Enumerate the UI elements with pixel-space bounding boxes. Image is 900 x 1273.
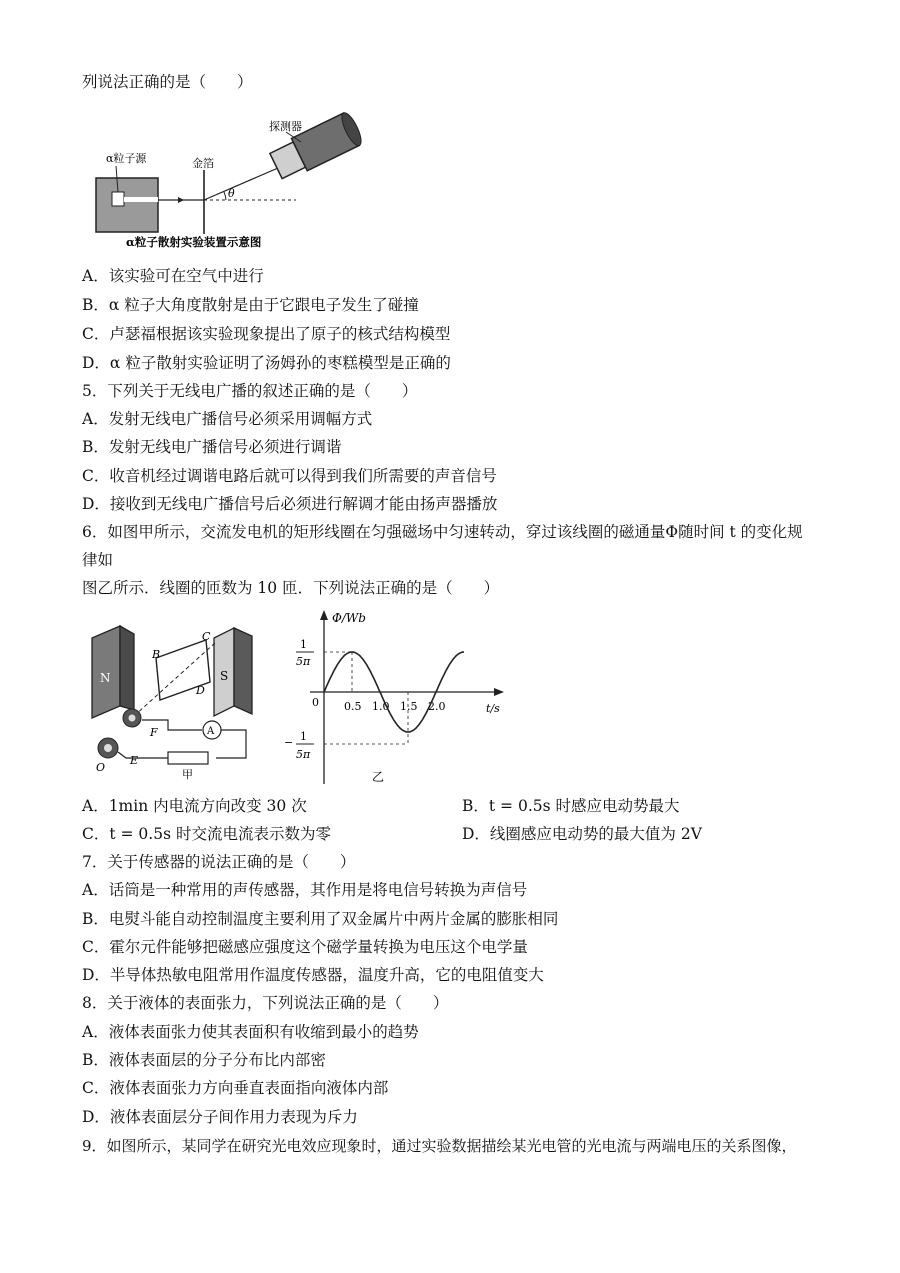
y-pos-num: 1 — [300, 638, 307, 651]
q5-option-d: D．接收到无线电广播信号后必须进行解调才能由扬声器播放 — [82, 495, 498, 513]
q7-option-a: A．话筒是一种常用的声传感器，其作用是将电信号转换为声信号 — [82, 881, 528, 899]
q5-option-b: B．发射无线电广播信号必须进行调谐 — [82, 438, 342, 456]
q8-stem: 8．关于液体的表面张力，下列说法正确的是（ ） — [82, 994, 449, 1012]
x-tick-3: 2.0 — [428, 700, 446, 713]
e-label: E — [130, 754, 139, 767]
ammeter-label: A — [207, 726, 215, 737]
q7-option-d: D．半导体热敏电阻常用作温度传感器，温度升高，它的电阻值变大 — [82, 966, 544, 984]
q8-option-b: B．液体表面层的分子分布比内部密 — [82, 1051, 326, 1069]
q4-option-d: D．α 粒子散射实验证明了汤姆孙的枣糕模型是正确的 — [82, 354, 451, 372]
q6-stem-line2: 律如 — [82, 551, 114, 569]
alpha-source-label: α粒子源 — [106, 152, 147, 165]
q5-option-a: A．发射无线电广播信号必须采用调幅方式 — [82, 410, 373, 428]
x-tick-0: 0.5 — [344, 700, 362, 713]
q7-option-c: C．霍尔元件能够把磁感应强度这个磁学量转换为电压这个电学量 — [82, 938, 528, 956]
q9-stem: 9．如图所示，某同学在研究光电效应现象时，通过实验数据描绘某光电管的光电流与两端电压的关系图像， — [82, 1137, 797, 1155]
q6-option-b: B．t = 0.5s 时感应电动势最大 — [462, 797, 680, 815]
q5-stem: 5．下列关于无线电广播的叙述正确的是（ ） — [82, 382, 418, 400]
x-tick-2: 1.5 — [400, 700, 418, 713]
q4-stem-tail: 列说法正确的是（ ） — [82, 73, 253, 91]
q6-option-d: D．线圈感应电动势的最大值为 2V — [462, 825, 702, 843]
y-pos-den: 5π — [296, 655, 311, 668]
q8-option-d: D．液体表面层分子间作用力表现为斥力 — [82, 1108, 358, 1126]
q4-option-c: C．卢瑟福根据该实验现象提出了原子的核式结构模型 — [82, 325, 451, 343]
q7-option-b: B．电熨斗能自动控制温度主要利用了双金属片中两片金属的膨胀相同 — [82, 910, 559, 928]
q6-option-c: C．t = 0.5s 时交流电流表示数为零 — [82, 825, 331, 843]
theta-label: θ — [228, 187, 235, 200]
alpha-scattering-figure — [86, 112, 376, 262]
b-label: B — [152, 648, 161, 661]
q4-option-b: B．α 粒子大角度散射是由于它跟电子发生了碰撞 — [82, 296, 419, 314]
gold-foil-label: 金箔 — [192, 157, 214, 170]
y-axis-label: Φ/Wb — [332, 611, 366, 625]
x-axis-label: t/s — [486, 702, 500, 715]
q6-stem-line1: 6．如图甲所示，交流发电机的矩形线圈在匀强磁场中匀速转动，穿过该线圈的磁通量Φ随时间 t 的变化规 — [82, 523, 803, 541]
d-label: D — [196, 684, 205, 697]
resistor — [168, 752, 208, 764]
x-tick-1: 1.0 — [372, 700, 390, 713]
y-neg-num: 1 — [300, 730, 307, 743]
f-label: F — [150, 726, 158, 739]
q7-stem: 7．关于传感器的说法正确的是（ ） — [82, 853, 356, 871]
generator-figure — [86, 618, 286, 783]
q4-option-a: A．该实验可在空气中进行 — [82, 267, 264, 285]
q6-stem-line3: 图乙所示．线圈的匝数为 10 匝．下列说法正确的是（ ） — [82, 579, 500, 597]
origin-label: 0 — [312, 696, 319, 709]
q8-option-c: C．液体表面张力方向垂直表面指向液体内部 — [82, 1079, 389, 1097]
n-pole-label: N — [100, 671, 111, 685]
y-neg-sign: − — [284, 736, 294, 749]
c-label: C — [202, 630, 211, 643]
o-label: O — [96, 761, 106, 774]
figure-caption: α粒子散射实验装置示意图 — [126, 235, 262, 249]
q8-option-a: A．液体表面张力使其表面积有收缩到最小的趋势 — [82, 1023, 419, 1041]
yi-caption: 乙 — [372, 770, 385, 784]
q6-option-a: A．1min 内电流方向改变 30 次 — [82, 797, 307, 815]
jia-caption: 甲 — [182, 768, 193, 781]
y-neg-den: 5π — [296, 748, 311, 761]
alpha-source-box — [96, 178, 158, 232]
s-pole-label: S — [220, 669, 229, 683]
detector-label: 探测器 — [269, 120, 302, 133]
q5-option-c: C．收音机经过调谐电路后就可以得到我们所需要的声音信号 — [82, 467, 497, 485]
flux-time-graph — [280, 606, 520, 786]
